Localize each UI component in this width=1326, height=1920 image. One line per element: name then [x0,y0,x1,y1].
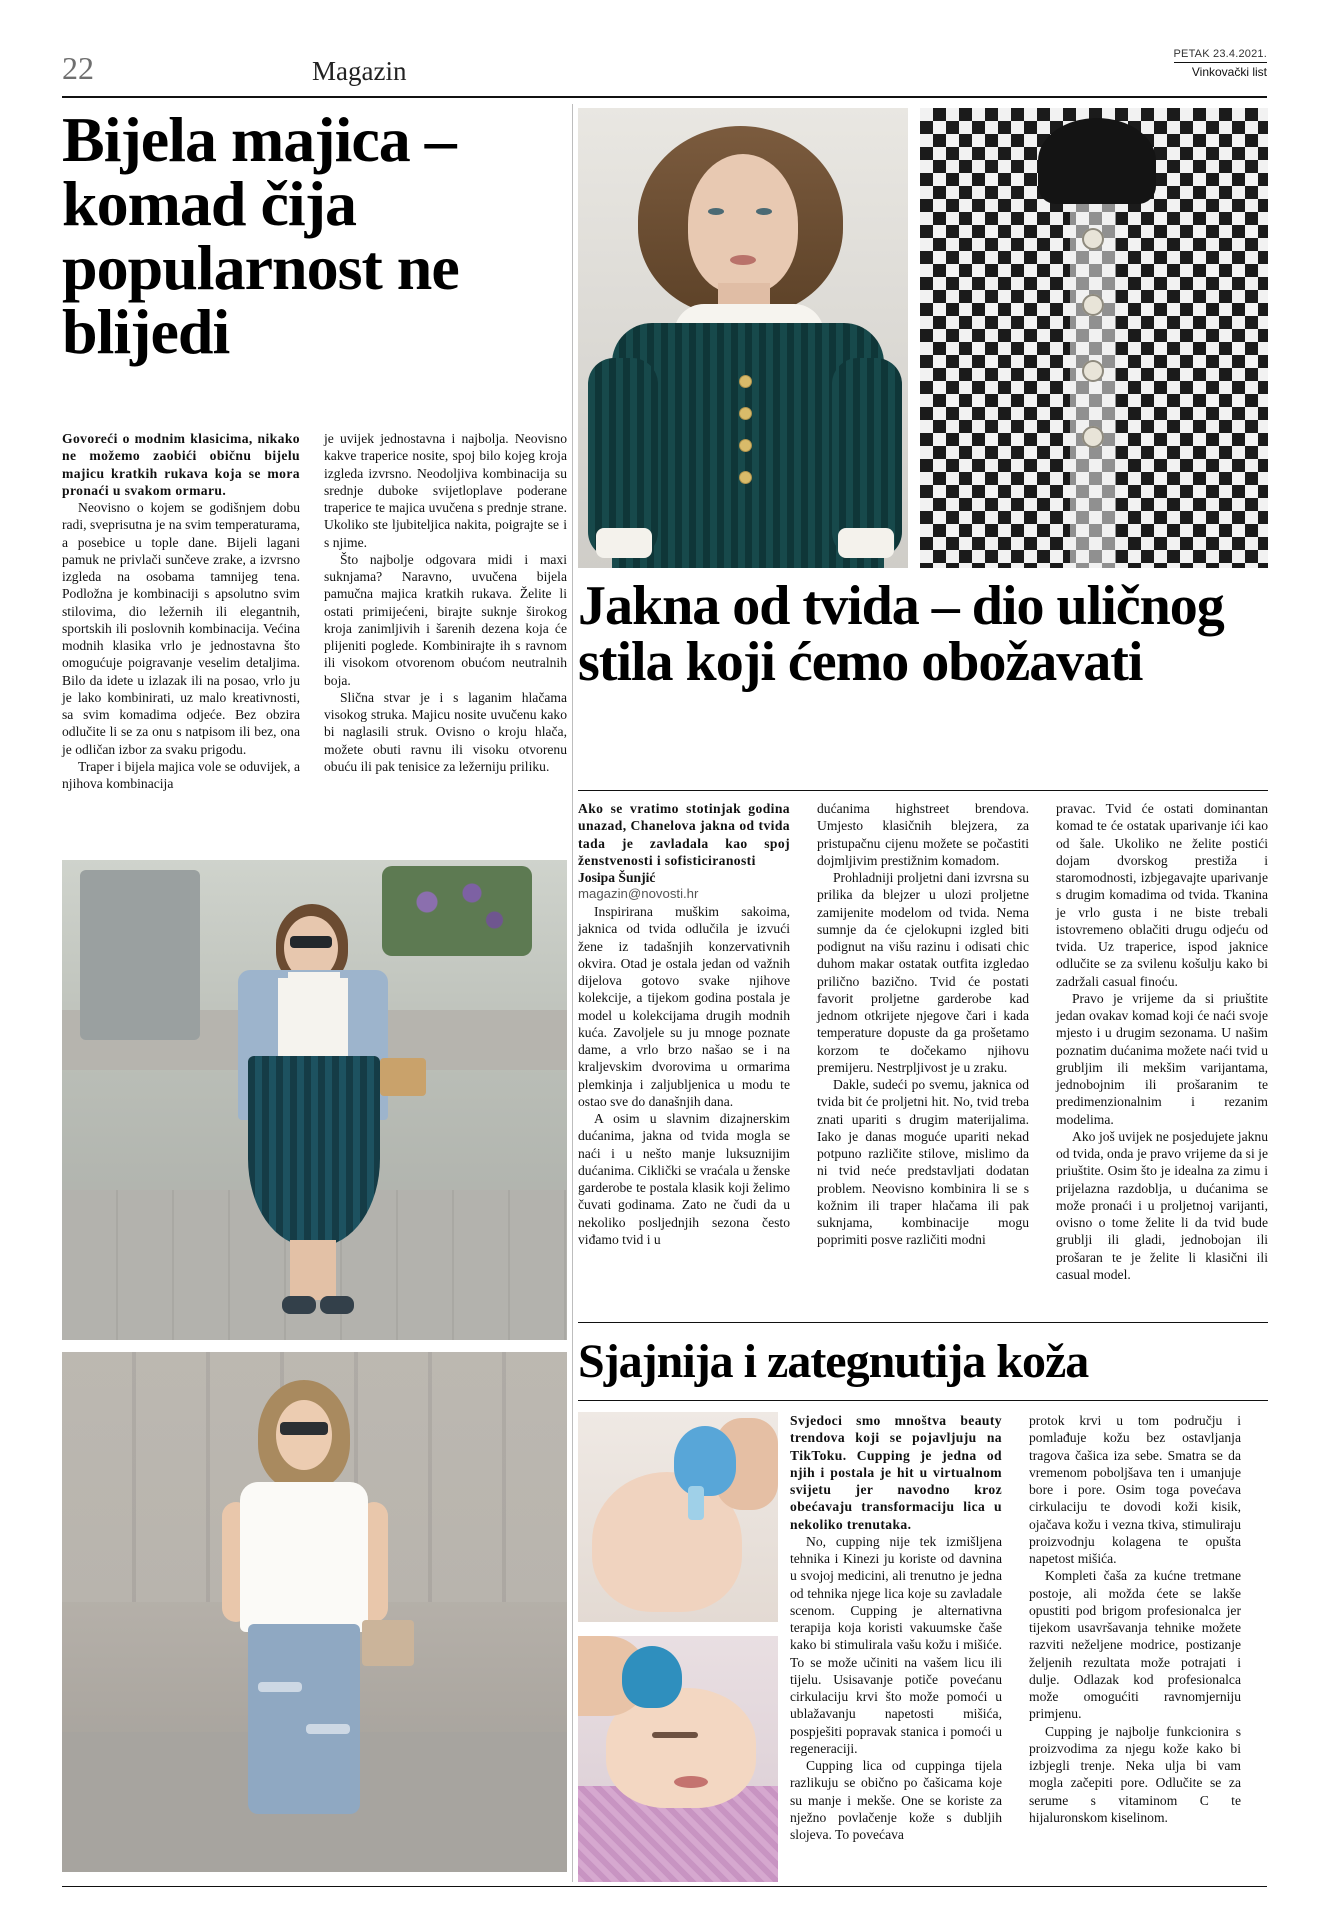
article-2-c2-p2: Prohladniji proljetni dani izvrsna su prilika da blejzer u ulozi proljetne zamijenite modelom od tvida. Nema sumnje da će cjelokupni izgled biti podignut na višu razinu i odisati chic duhom makar ostatak outfita izgledao prilično bazično. Tvid će postati favorit proljetne garderobe kad jednom otkrijete njegove čari i kada temperature dopuste da ga prošetamo korzom te dočekamo njihovu premijeru. Nestrpljivost je u zraku. [817,870,1029,1075]
article-2-c1-p1: Inspirirana muškim sakoima, jaknica od tvida odlučila je izvući žene iz tadašnjih konzervativnih okvira. Otad je ostala jedan od važnih dijelova gotovo svake njihove kolekcije, a tijekom godina postala je model u kolekcijama drugih modnih kuća. Zavoljele su ju mnoge poznate dame, a vrlo brzo našao se i na kraljevskim dvorovima u ormarima plemkinja i zaljubljenica u modu te ostao sve do današnjih dana. [578,904,790,1109]
green-tweed-jacket-photo [578,108,908,568]
article-3-headline: Sjajnija i zategnutija koža [578,1335,1089,1388]
article-1-lead: Govoreći o modnim klasicima, nikako ne možemo zaobići običnu bijelu majicu kratkih rukava koja se mora pronaći u svakom ormaru. [62,431,300,498]
article-1-body [62,430,567,850]
article-1-p5: Slična stvar je i s laganim hlačama visokog struka. Majicu nosite uvučenu kako bi naglasili struk. Ovisno o kroju hlača, možete obuti ravnu ili visoku otvorenu obuću ili pak tenisice za ležerniju priliku. [324,689,567,774]
publication-name: Vinkovački list [1174,62,1268,79]
article-2-email: magazin@novosti.hr [578,886,699,902]
article-2-body [578,800,1268,1310]
article-2-c3-p2: Pravo je vrijeme da si priuštite jedan ovakav komad koji će naći svoje mjesto i u drugim sezonama. U našim poznatim dućanima možete naći tvid u grubljim ili mekšim varijantama, jednobojnim ili prošaranim te predimenzionalnim i rezanim modelima. [1056,990,1268,1127]
article-1-column-1 [62,430,300,792]
article-3-rule [578,1400,1268,1401]
article-3-c2-p2: Kompleti čaša za kućne tretmane postoje, ali možda ćete se lakše opustiti pod brigom profesionalca jer tijekom usavršavanja tehnike možete razviti neželjene modrice, postizanje željenih rezultata može potrajati i dulje. Odlazak kod profesionalca može omogućiti ravnomjerniju primjenu. [1029,1568,1241,1722]
article-2-c3-p3: Ako još uvijek ne posjedujete jaknu od tvida, onda je pravo vrijeme da si je priuštite. Osim što je idealna za zimu i prijelazna razdoblja, u dućanima se može pronaći i u proljetnoj varijanti, ovisno o tome želite li da tvid bude grublji ili gladi, jednobojan ili prošaran te je želite li klasični ili casual model. [1056,1128,1268,1282]
article-1-p3: je uvijek jednostavna i najbolja. Neovisno kakve traperice nosite, spoj bilo kojeg kroja izgleda izvrsno. Neodoljiva kombinacija su srednje duboke svijetloplave poderane traperice te majica uvučena s prednje strane. Ukoliko ste ljubiteljica nakita, poigrajte se i s njime. [324,431,567,550]
article-2-c2-p1: dućanima highstreet brendova. Umjesto klasičnih blejzera, za pristupačnu cijenu možete se počastiti dojmljivim prestižnim komadom. [817,801,1029,868]
article-3-c2-p3: Cupping je najbolje funkcionira s proizvodima za njegu kože kako bi izbjegli trenje. Neka ulja bi vam mogla začepiti pore. Odlučite se za serume s vitaminom C te hijaluronskom kiselinom. [1029,1723,1241,1825]
article-1-column-2 [324,430,567,775]
houndstooth-coat-photo [920,108,1268,568]
street-style-skirt-photo [62,860,567,1340]
article-2-column-1 [578,800,790,1248]
issue-date: PETAK 23.4.2021. [1173,48,1267,60]
article-3-body [578,1412,1268,1882]
article-2-c2-p3: Dakle, sudeći po svemu, jaknica od tvida bit će proljetni hit. No, tvid treba znati upariti s drugim materijalima. Iako je danas moguće upariti nekad potpuno različite stilove, mislimo da ni tvid neće predstavljati dodatan problem. Neovisno kombinira li se s kožnim ili traper hlačama ili pak suknjama, kombinacije mogu poprimiti posve različiti modni [817,1077,1029,1248]
article-2-rule [578,790,1268,791]
article-3-c1-p2: Cupping lica od cuppinga tijela razlikuju se obično po čašicama koje su manje i mekše. One se koriste za nježno povlačenje kože s dubljih slojeva. To povećava [790,1758,1002,1842]
article-3-column-2 [1029,1412,1241,1826]
issue-info [1174,48,1268,79]
masthead-rule [62,96,1267,98]
page-bottom-rule [62,1886,1267,1887]
page-masthead [62,48,1267,92]
article-1-p1: Neovisno o kojem se godišnjem dobu radi, sveprisutna je na svim temperaturama, a posebice u tople dane. Bijeli lagani pamuk ne privlači sunčeve zrake, a izvrsno izgleda na osobama tamnijeg tena. Podložna je kombinaciji s apsolutno svim stilovima, dio ležernih ili elegantnih, sportskih ili poslovnih kombinacija. Većina modnih klasika vrlo je jednostavna što omogućuje poigravanje veselim detaljima. Bilo da idete u izlazak ili na posao, vrlo ju je lako kombinirati, uz malo kreativnosti, sa svim komadima odjeće. Bez obzira odlučite li se za onu s natpisom ili bez, ona je odličan izbor za svaku prigodu. [62,500,300,757]
article-3-column-1 [790,1412,1002,1843]
article-2-headline: Jakna od tvida – dio uličnog stila koji ćemo obožavati [578,575,1224,693]
article-2-c1-p2: A osim u slavnim dizajnerskim dućanima, jakna od tvida mogla se naći i u nešto manje luksuznijim dućanima. Ciklički se vraćala u ženske garderobe te postala klasik koji želimo čuvati godinama. Zato ne čudi da u nekoliko posljednjih sezona često viđamo tvid i u [578,1111,790,1247]
article-2-author: Josipa Šunjić [578,870,656,885]
article-3-top-rule [578,1322,1268,1323]
article-3-lead: Svjedoci smo mnoštva beauty trendova koji se pojavljuju na TikToku. Cupping je jedna od njih i postala je hit u virtualnom svijetu jer navodno kroz obećavaju transformaciju lica u nekoliko trenutaka. [790,1413,1002,1532]
white-tshirt-jeans-photo [62,1352,567,1872]
article-2-column-3 [1056,800,1268,1283]
article-1-p4: Što najbolje odgovara midi i maxi suknjama? Naravno, uvučena bijela pamučna majica kratkih rukava. Želite li ostati primijećeni, birajte suknje širokog kroja zanimljivih i šarenih dezena koja će plijeniti poglede. Kombinirajte ih s ravnom ili visokom otvorenom obućom neutralnih boja. [324,551,567,688]
article-3-c1-p1: No, cupping nije tek izmišljena tehnika i Kinezi ju koriste od davnina u svojoj medicini, ali trenutno je jedna od tehnika njege lica koje su zavladale scenom. Cupping je alternativna terapija koja koristi vakuumske čaše kako bi stimulirala vašu kožu i mišiće. To se može učiniti na vašem licu ili tijelu. Usisavanje potiče povećanu cirkulaciju krvi što može pomoći u ublažavanju napetosti mišića, pospješiti popravak stanica i pomoći u regeneraciji. [790,1533,1002,1756]
section-title: Magazin [312,56,407,86]
article-1-p2: Traper i bijela majica vole se oduvijek, a njihova kombinacija [62,758,300,791]
article-2-column-2 [817,800,1029,1249]
article-1-headline: Bijela majica – komad čija popularnost ne blijedi [62,104,459,367]
article-2-lead: Ako se vratimo stotinjak godina unazad, Chanelova jakna od tvida tada je zavladala kao spoj ženstvenosti i sofisticiranosti [578,801,790,868]
article-2-c3-p1: pravac. Tvid će ostati dominantan komad te će ostatak uparivanje ići kao od šale. Ukoliko ne želite postići dojam dvorskog prestiža i staromodnosti, izbjegavajte uparivanje s drugim komadima od tvida. Tkanina je vrlo gusta i ne biste trebali istovremeno oblačiti drugu odjeću od tvida. Uz traperice, ispod jaknice odlučite se za svilenu košulju kako bi zadržali casual finoću. [1056,801,1268,989]
column-divider-main [572,104,573,1882]
page-number: 22 [62,50,94,86]
article-3-c2-p1: protok krvi u tom području i pomlađuje kožu bez ostavljanja tragova čašica iza sebe. Smatra se da vremenom poboljšava ten i umanjuje bore i pore. Osim toga povećava cirkulaciju te dovodi koži kisik, ojačava kožu i vezna tkiva, stimuliraju proizvodnju kolagena te opušta napetost mišića. [1029,1413,1241,1566]
